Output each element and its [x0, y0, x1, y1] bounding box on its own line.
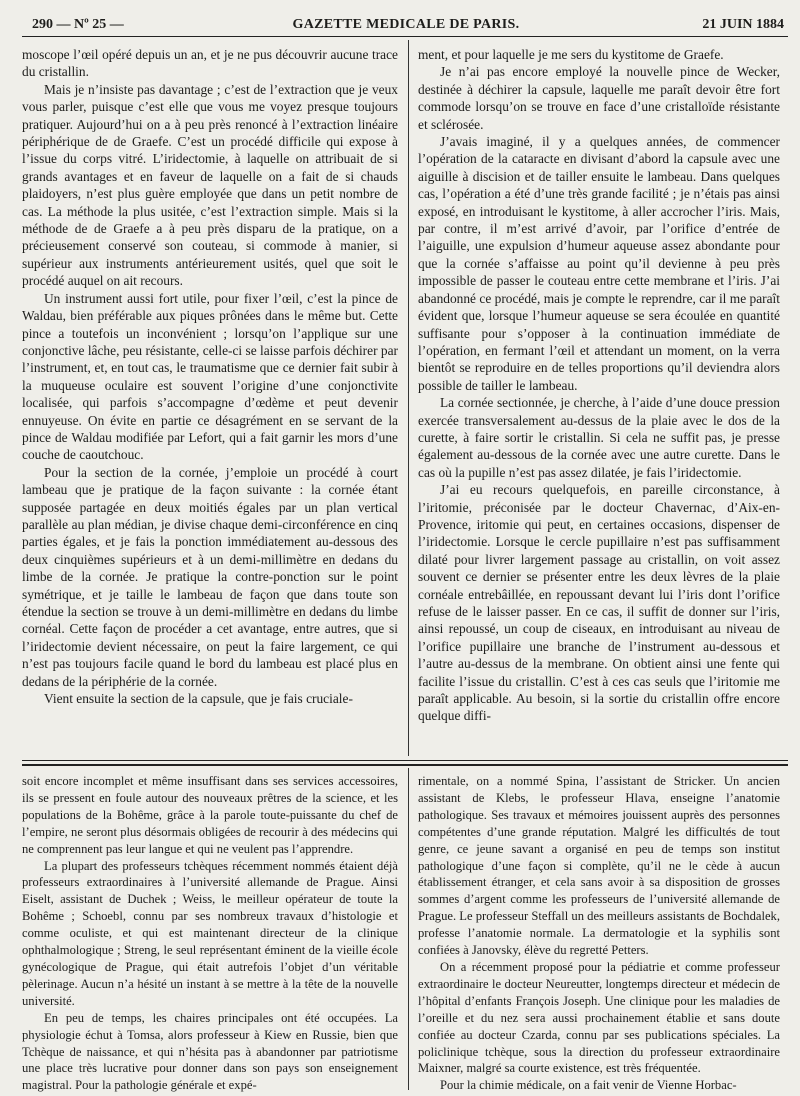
paragraph: On a récemment proposé pour la pédiatrie et comme professeur extraordinaire le docteur Neureutter, longtemps directeur et médecin de l’hôpital d’enfants François Joseph. Une clinique pour les maladies de l’oreille et du nez sera aussi prochainement établie et sans doute confiée au docteur Czarda, connu par ses publications spéciales. La policlinique tchèque, sous la direction du professeur extraordinaire Maixner, malgré sa courte existence, est très fréquentée.: [418, 959, 780, 1076]
page-header: [22, 10, 790, 36]
issue-date: 21 JUIN 1884: [702, 17, 784, 32]
paragraph: soit encore incomplet et même insuffisant dans ses services accessoires, ils se pressent en foule autour des nouveaux prêtres de la science, et les populations de la Bohême, grâce à la parole toute-puissante du chef de l’empire, ne seront plus désormais obligées de recourir à des médecins qui ne comprennent pas leur langue et qui ne veulent pas l’apprendre.: [22, 774, 398, 856]
paragraph: La plupart des professeurs tchèques récemment nommés étaient déjà professeurs extraordinaires à l’université allemande de Prague. Ainsi Eiselt, assistant de Duchek ; Weiss, le meilleur opérateur de toute la Bohême ; Schoebl, connu par ses nombreux travaux d’histologie et comme oculiste, et qui est maintenant directeur de la clinique ophthalmologique ; Streng, le seul représentant éminent de la vieille école gynécologique de Prague, qui était autrefois l’objet d’un véritable pèlerinage. Aucun n’a hésité un instant à se mettre à la tête de la nouvelle université.: [22, 858, 398, 1008]
paragraph: La cornée sectionnée, je cherche, à l’aide d’une douce pression exercée transversalement au-dessus de la plaie avec le dos de la curette, à faire sortir le cristallin. Si cela ne suffit pas, je presse également au-dessous de la cornée avec une autre curette. Dans le cas où la pupille n’est pas assez dilatée, je fais l’iridectomie.: [418, 395, 780, 480]
paragraph: rimentale, on a nommé Spina, l’assistant de Stricker. Un ancien assistant de Klebs, le professeur Hlava, enseigne l’anatomie pathologique. Ses travaux et mémoires jouissent auprès des personnes compétentes d’une grande réputation. Malgré les difficultés de tout genre, ce jeune savant a organisé en peu de temps son institut pathologique d’une façon si complète, qu’il ne le cède à aucun établissement étranger, et cela sans avoir à sa disposition de grosses sommes d’argent comme les professeurs de l’université allemande de Prague. Le professeur Steffall un des meilleurs assistants de Bochdalek, professe l’anatomie normale. La dermatologie et la syphilis sont confiées à Janovsky, élève du regretté Petters.: [418, 774, 780, 958]
journal-title: GAZETTE MEDICALE DE PARIS.: [292, 17, 520, 32]
section-rule-thin: [22, 760, 788, 761]
feuilleton-column-left: [22, 773, 398, 1094]
page-number: 290 — Nº 25 —: [32, 17, 124, 32]
paragraph: Un instrument aussi fort utile, pour fixer l’œil, c’est la pince de Waldau, bien préférable aux piques prônées dans le même but. Cette pince a toutefois un inconvénient ; lorsqu’on l’applique sur une conjonctive lâche, peu résistante, celle-ci se laisse parfois déchirer par l’instrument, et, en tout cas, le traumatisme que ce dernier fait subir à la muqueuse oculaire est souvent l’origine d’une conjonctivite localisée, qui parfois s’accompagne d’œdème et peut devenir ennuyeuse. On évite en partie ce désagrément en se servant de la pince de Waldau modifiée par Lefort, qui a fait garnir les mors d’une couche de caoutchouc.: [22, 290, 398, 463]
feuilleton-column-right: [418, 773, 780, 1094]
article-column-left: [22, 46, 398, 707]
paragraph: Pour la section de la cornée, j’emploie un procédé à court lambeau que je pratique de la façon suivante : la cornée étant supposée partagée en deux moitiés égales par un plan vertical parallèle au plan médian, je divise chaque demi-circonférence en cinq parties égales, et je fais la ponction immédiatement au-dessous des deux cinquièmes supérieurs et à un demi-millimètre en dedans du limbe de la cornée. Je pratique la contre-ponction sur le point symétrique, et je taille le lambeau de façon que dans toute son étendue la section se trouve à un demi-millimètre en dedans du limbe cornéal. Cette façon de procéder a cet avantage, entre autres, que si l’iridectomie devient nécessaire, on peut la faire largement, ce qui n’est pas toujours facile quand le bord du lambeau est placé plus en dedans de la périphérie de la cornée.: [22, 464, 398, 689]
article-column-right: [418, 46, 780, 725]
paragraph: moscope l’œil opéré depuis un an, et je ne pus découvrir aucune trace du cristallin.: [22, 47, 398, 80]
paragraph: ment, et pour laquelle je me sers du kystitome de Graefe.: [418, 47, 724, 62]
paragraph: Vient ensuite la section de la capsule, que je fais cruciale-: [44, 691, 353, 707]
paragraph: J’ai eu recours quelquefois, en pareille circonstance, à l’iritomie, préconisée par le docteur Chavernac, d’Aix-en-Provence, iritomie qui peut, en certaines occasions, dispenser de l’iridectomie. Lorsque le cercle pupillaire n’est pas suffisamment dilaté pour livrer largement passage au cristallin, on voit assez souvent ce dernier se présenter entre les deux lèvres de la plaie cornéale entrebâillée, en repoussant devant lui l’iris dont l’orifice refuse de le laisser passer. En ce cas, il suffit de donner sur l’iris, ainsi repoussé, un coup de ciseaux, en introduisant au niveau de l’orifice pupillaire une branche de l’instrument au-dessous et l’autre au-dessus de la membrane. On obtient ainsi une fente qui facilite l’issue du cristallin. C’est à ces cas seuls que l’iritomie me paraît applicable. Au besoin, si la sortie du cristallin offre encore quelque diffi-: [418, 482, 780, 724]
header-rule: [22, 36, 788, 37]
paragraph: En peu de temps, les chaires principales ont été occupées. La physiologie échut à Tomsa, alors professeur à Kiew en Russie, bien que Tchèque de naissance, et qui n’hésita pas à abandonner par patriotisme une place très lucrative pour donner dans son pays son enseignement magistral. Pour la pathologie générale et expé-: [22, 1010, 398, 1093]
paragraph: Mais je n’insiste pas davantage ; c’est de l’extraction que je veux vous parler, puisque c’est elle que vous me voyez presque toujours pratiquer. Aujourd’hui on a à peu près renoncé à l’extraction linéaire périphérique de de Graefe. C’est un procédé difficile qui expose à l’issue du corps vitré. L’iridectomie, à laquelle on attribuait de si grands avantages et en faveur de laquelle on a fait de si chauds plaidoyers, n’est plus guère employée que dans un petit nombre de cas. La méthode la plus usitée, c’est l’extraction simple. Mais si la méthode de de Graefe a à peu près disparu de la pratique, on a précieusement conservé son couteau, si commode à manier, si supérieur aux instruments antérieurement usités, quel que soit le procédé auquel on ait recours.: [22, 81, 398, 289]
paragraph: Pour la chimie médicale, on a fait venir de Vienne Horbac-: [440, 1078, 737, 1093]
column-divider-top: [408, 40, 409, 756]
paragraph: Je n’ai pas encore employé la nouvelle pince de Wecker, destinée à déchirer la capsule, laquelle me paraît devoir être fort commode lorsqu’on se trouve en face d’une cristalloïde résistante et sclérosée.: [418, 64, 780, 132]
section-rule-thick: [22, 764, 788, 766]
column-divider-bottom: [408, 768, 409, 1090]
paragraph: J’avais imaginé, il y a quelques années, de commencer l’opération de la cataracte en divisant d’abord la capsule avec une aiguille à discision et de tailler ensuite le lambeau. Dans quelques cas, l’opération a été d’une très grande facilité ; je n’étais pas ainsi exposé, en introduisant le kystitome, à aller accrocher l’iris. Mais, par contre, il m’est arrivé d’avoir, par l’orifice d’entrée de l’aiguille, une expulsion d’humeur aqueuse assez abondante pour que la cornée s’affaisse au point qu’il devienne à peu près impossible de passer le couteau entre cette membrane et l’iris. J’ai abandonné ce procédé, mais je compte le reprendre, car il me paraît évident que, lorsque l’humeur aqueuse se sera écoulée en quantité suffisante pour s’opposer à la continuation immédiate de l’opération, en fermant l’œil et attendant un moment, on la verra bientôt se reproduire en de telles proportions qu’il deviendra alors possible de tailler le lambeau.: [418, 134, 780, 393]
